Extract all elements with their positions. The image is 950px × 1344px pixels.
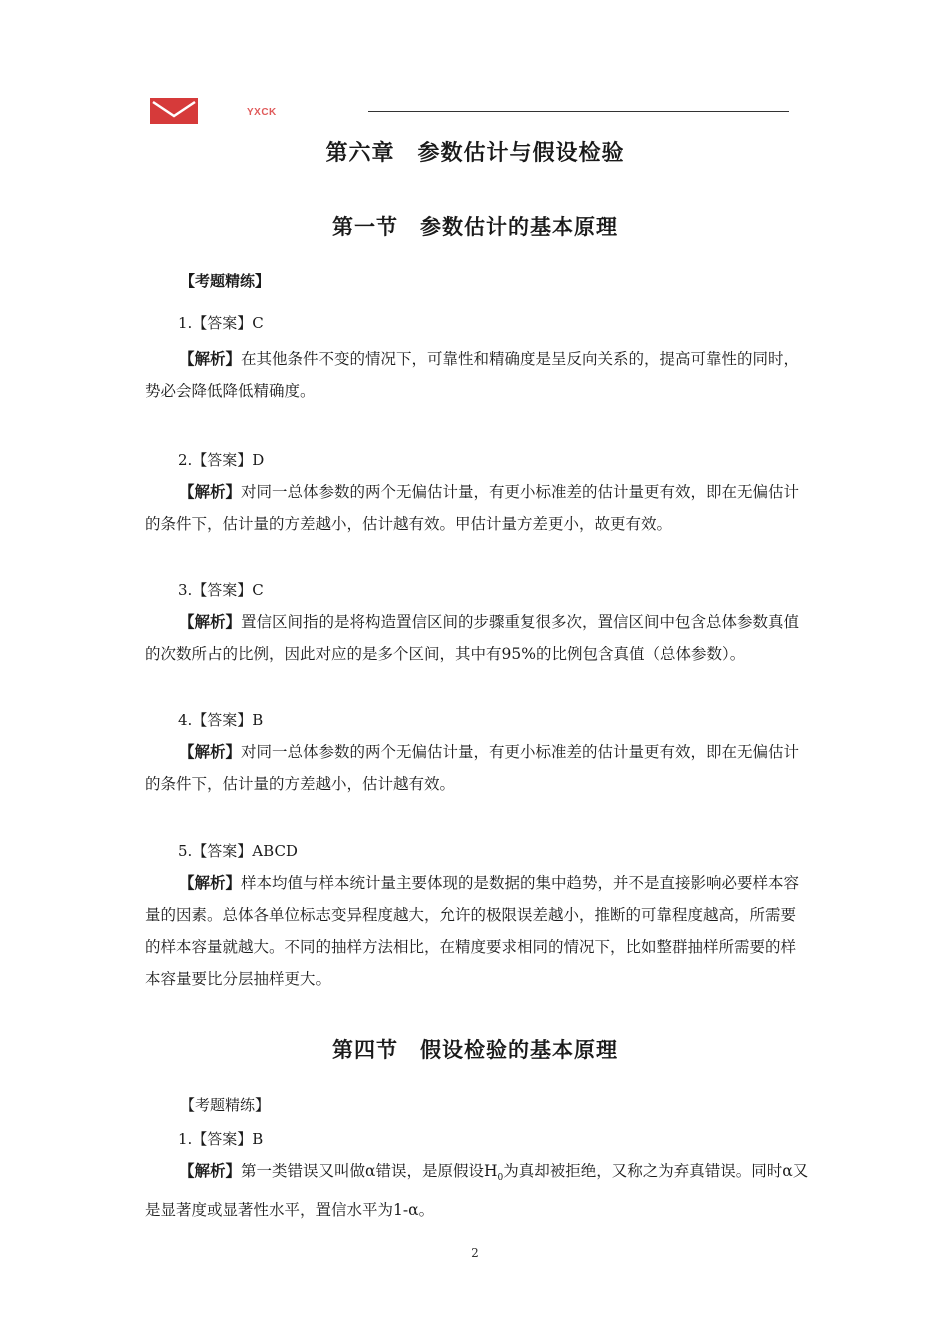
analysis-lead: 【解析】: [179, 482, 242, 501]
analysis-2: [145, 476, 810, 540]
analysis-4: [145, 736, 810, 800]
analysis-text: 置信区间指的是将构造置信区间的步骤重复很多次，置信区间中包含总体参数真值的次数所占的比例，因此对应的是多个区间，其中有95%的比例包含真值（总体参数）。: [145, 613, 800, 663]
analysis-5: [145, 867, 810, 995]
analysis-text-cont: 为真却被拒绝，又称之为弃真错误。同时α又是显著度或显著性水平，置信水平为1-α。: [145, 1162, 809, 1220]
analysis-text: 对同一总体参数的两个无偏估计量，有更小标准差的估计量更有效，即在无偏估计的条件下，估计量的方差越小，估计越有效。甲估计量方差更小，故更有效。: [145, 483, 800, 533]
answer-s4-1: 1.【答案】B: [178, 1130, 264, 1148]
answer-4: 4.【答案】B: [178, 711, 264, 729]
analysis-lead: 【解析】: [179, 612, 242, 631]
answer-2: 2.【答案】D: [178, 451, 265, 469]
answer-3: 3.【答案】C: [178, 581, 264, 599]
h0-subscript: 0: [497, 1173, 504, 1184]
chapter-title: 第六章 参数估计与假设检验: [325, 141, 625, 166]
section-title-4: 第四节 假设检验的基本原理: [332, 1038, 618, 1062]
analysis-text: 在其他条件不变的情况下，可靠性和精确度是呈反向关系的，提高可靠性的同时，势必会降低降低精确度。: [145, 350, 800, 400]
analysis-text: 第一类错误又叫做α错误，是原假设H: [241, 1162, 498, 1180]
section-label-1: 【考题精练】: [180, 272, 271, 290]
analysis-text: 对同一总体参数的两个无偏估计量，有更小标准差的估计量更有效，即在无偏估计的条件下，估计量的方差越小，估计越有效。: [145, 743, 800, 793]
answer-1: 1.【答案】C: [178, 314, 264, 332]
analysis-lead: 【解析】: [179, 742, 242, 761]
analysis-s4-1: [145, 1155, 810, 1226]
analysis-lead: 【解析】: [179, 1161, 242, 1180]
page-number: 2: [471, 1246, 479, 1260]
answer-5: 5.【答案】ABCD: [178, 842, 298, 860]
analysis-1: [145, 343, 810, 407]
section-title-1: 第一节 参数估计的基本原理: [332, 215, 618, 239]
header-rule: [368, 111, 789, 112]
analysis-lead: 【解析】: [179, 873, 242, 892]
logo-icon: [150, 98, 198, 124]
section-label-4: 【考题精练】: [180, 1096, 271, 1114]
analysis-lead: 【解析】: [179, 349, 242, 368]
analysis-text: 样本均值与样本统计量主要体现的是数据的集中趋势，并不是直接影响必要样本容量的因素。总体各单位标志变异程度越大，允许的极限误差越小，推断的可靠程度越高，所需要的样本容量就越大。不同的抽样方法相比，在精度要求相同的情况下，比如整群抽样所需要的样本容量要比分层抽样更大。: [145, 874, 800, 988]
analysis-3: [145, 606, 810, 670]
brand-name: YXCK: [247, 107, 277, 118]
